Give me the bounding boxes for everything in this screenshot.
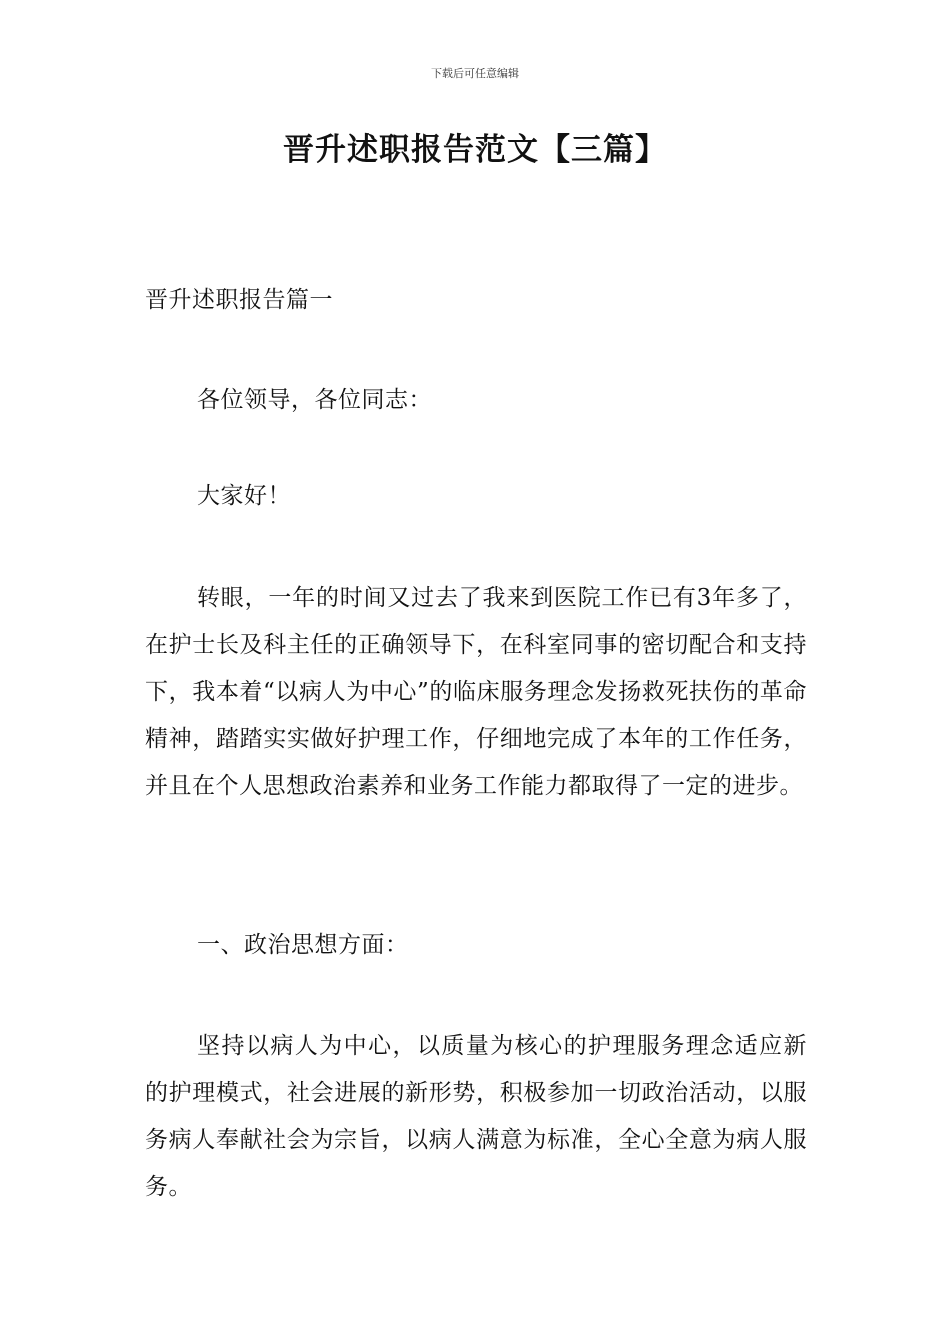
hello-paragraph: 大家好！ — [197, 483, 291, 509]
document-title: 晋升述职报告范文【三篇】 — [283, 132, 667, 168]
greeting-paragraph: 各位领导，各位同志： — [197, 387, 432, 413]
politics-heading: 一、政治思想方面： — [197, 932, 409, 958]
intro-paragraph: 转眼，一年的时间又过去了我来到医院工作已有3年多了，在护士长及科主任的正确领导下，在科室同事的密切配合和支持下，我本着“以病人为中心”的临床服务理念发扬救死扶伤的革命精神，踏踏实实做好护理工作，仔细地完成了本年的工作任务，并且在个人思想政治素养和业务工作能力都取得了一定的进步。 — [145, 585, 807, 799]
politics-paragraph: 坚持以病人为中心，以质量为核心的护理服务理念适应新的护理模式，社会进展的新形势，积极参加一切政治活动，以服务病人奉献社会为宗旨，以病人满意为标准，全心全意为病人服务。 — [145, 1033, 807, 1200]
header-note: 下载后可任意编辑 — [431, 67, 519, 80]
section-heading: 晋升述职报告篇一 — [145, 287, 333, 313]
